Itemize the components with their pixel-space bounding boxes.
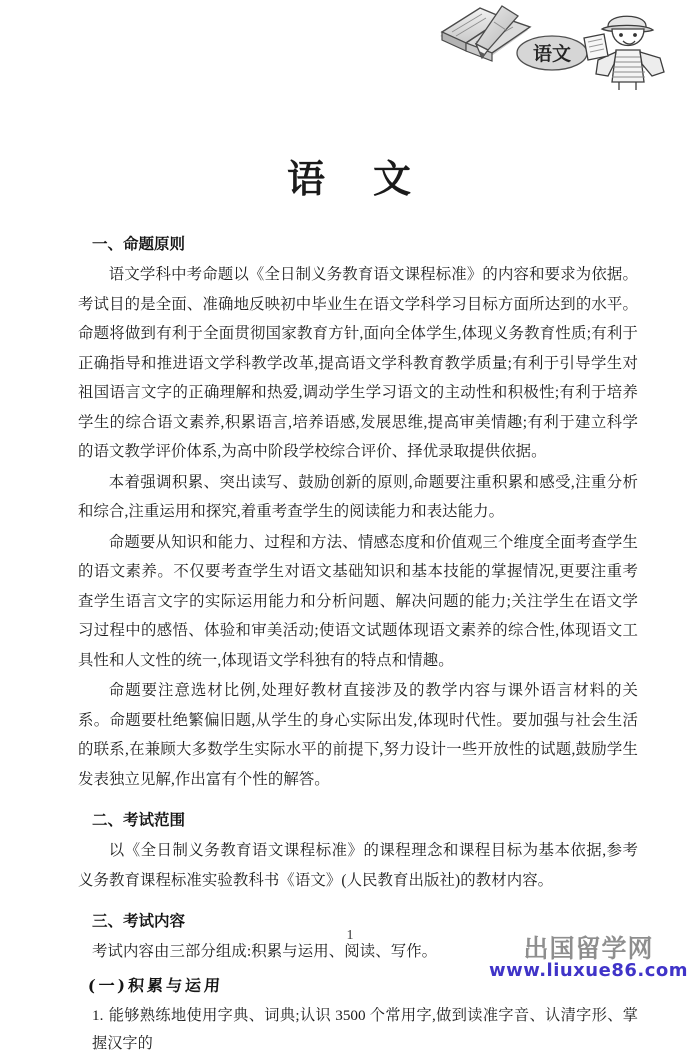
list-item-number: 1. (92, 1006, 104, 1024)
list-item-text: 能够熟练地使用字典、词典;认识 3500 个常用字,做到读准字音、认清字形、掌握汉字的 (92, 1006, 638, 1052)
list-item (78, 1002, 638, 1058)
svg-text:语文: 语文 (532, 43, 572, 65)
watermark-site-url: www.liuxue86.com (488, 960, 688, 981)
title-char-2: 文 (373, 157, 414, 201)
watermark-site-name: 出国留学网 (523, 934, 654, 963)
section-heading-1: 一、命题原则 (92, 235, 186, 253)
section-heading-3: 三、考试内容 (92, 912, 186, 930)
section-1-paragraph-4: 命题要注意选材比例,处理好教材直接涉及的教学内容与课外语言材料的关系。命题要杜绝繁偏旧题,从学生的身心实际出发,体现时代性。要加强与社会生活的联系,在兼顾大多数学生实际水平的前提下,努力设计一些开放性的试题,鼓励学生发表独立见解,作出富有个性的解答。 (78, 682, 638, 788)
student-character-icon (584, 16, 664, 90)
section-1-paragraph-2: 本着强调积累、突出读写、鼓励创新的原则,命题要注重积累和感受,注重分析和综合,注重运用和探究,着重考查学生的阅读能力和表达能力。 (78, 473, 638, 520)
section-3-intro: 考试内容由三部分组成:积累与运用、阅读、写作。 (92, 943, 438, 960)
page-number: 1 (346, 928, 354, 943)
header-illustration (432, 0, 700, 92)
section-1-paragraph-3: 命题要从知识和能力、过程和方法、情感态度和价值观三个维度全面考查学生的语文素养。不仅要考查学生对语文基础知识和基本技能的掌握情况,更要注重考查学生语言文字的实际运用能力和分析问题、解决问题的能力;关注学生在语文学习过程中的感悟、体验和审美活动;使语文试题体现语文素养的综合性,体现语文工具性和人文性的统一,体现语文学科独有的特点和情趣。 (78, 533, 638, 669)
subsection-heading-accumulation-and-use: (一)积累与运用 (87, 975, 224, 995)
section-heading-2: 二、考试范围 (92, 811, 186, 829)
title-char-1: 语 (286, 157, 327, 201)
site-watermark (489, 936, 688, 980)
speech-bubble-yuwen (517, 36, 587, 70)
section-2-paragraph-1: 以《全日制义务教育语文课程标准》的课程理念和课程目标为基本依据,参考义务教育课程标准实验教科书《语文》(人民教育出版社)的教材内容。 (78, 842, 638, 889)
section-1-paragraph-1: 语文学科中考命题以《全日制义务教育语文课程标准》的内容和要求为依据。考试目的是全面、准确地反映初中毕业生在语文学科学习目标方面所达到的水平。命题将做到有利于全面贯彻国家教育方针,面向全体学生,体现义务教育性质;有利于正确指导和推进语文学科教学改革,提高语文学科教育教学质量;有利于引导学生对祖国语言文字的正确理解和热爱,调动学生学习语文的主动性和积极性;有利于培养学生的综合语文素养,积累语言,培养语感,发展思维,提高审美情趣;有利于建立科学的语文教学评价体系,为高中阶段学校综合评价、择优录取提供依据。 (78, 266, 638, 460)
page-title (0, 148, 700, 203)
